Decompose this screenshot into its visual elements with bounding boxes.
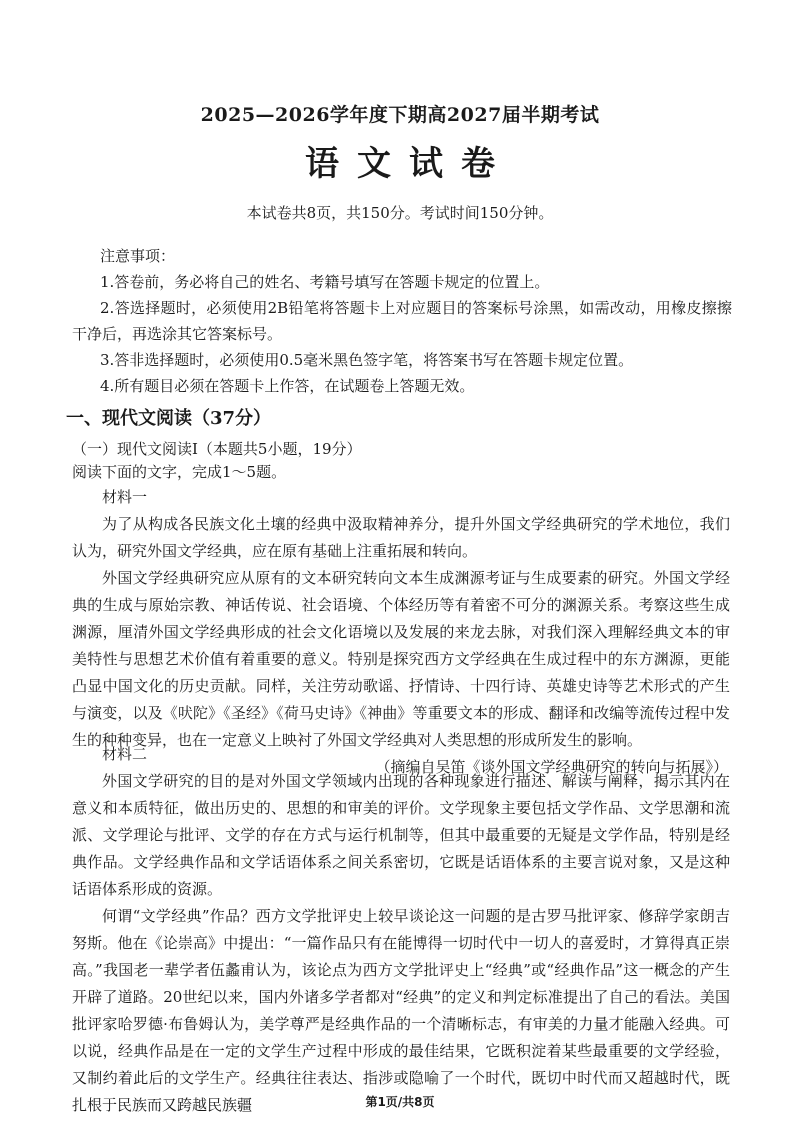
subject-title: 语文试卷 <box>305 144 513 184</box>
exam-info: 本试卷共8页，共150分。考试时间150分钟。 <box>246 204 554 222</box>
notice-item-2: 2.答选择题时，必须使用2B铅笔将答题卡上对应题目的答案标号涂黑，如需改动，用橡皮擦擦干净后，再选涂其它答案标号。 <box>72 299 732 343</box>
material-two-paragraph-1: 外国文学研究的目的是对外国文学领域内出现的各种现象进行描述、解读与阐释，揭示其内在意义和本质特征，做出历史的、思想的和审美的评价。文学现象主要包括文学作品、文学思潮和流派、文学理论与批评、文学的存在方式与运行机制等，但其中最重要的无疑是文学作品，特别是经典作品。文学经典作品和文学话语体系之间关系密切，它既是话语体系的主要言说对象，又是这种话语体系形成的资源。 <box>72 772 730 898</box>
material-one-paragraph-2: 外国文学经典研究应从原有的文本研究转向文本生成渊源考证与生成要素的研究。外国文学经典的生成与原始宗教、神话传说、社会语境、个体经历等有着密不可分的渊源关系。考察这些生成渊源，厘清外国文学经典形成的社会文化语境以及发展的来龙去脉，对我们深入理解经典文本的审美特性与思想艺术价值有着重要的意义。特别是探究西方文学经典在生成过程中的东方渊源，更能凸显中国文化的历史贡献。同样，关注劳动歌谣、抒情诗、十四行诗、英雄史诗等艺术形式的产生与演变，以及《吠陀》《圣经》《荷马史诗》《神曲》等重要文本的形成、翻译和改编等流传过程中发生的种种变异，也在一定意义上映衬了外国文学经典对人类思想的形成所发生的影响。 <box>72 569 730 749</box>
material-one-source: （摘编自吴笛《谈外国文学经典研究的转向与拓展》） <box>375 758 728 776</box>
material-two-paragraph-2: 何谓“文学经典”作品？西方文学批评史上较早谈论这一问题的是古罗马批评家、修辞学家朗吉努斯。他在《论崇高》中提出：“一篇作品只有在能博得一切时代中一切人的喜爱时，才算得真正崇高。”我国老一辈学者伍蠡甫认为，该论点为西方文学批评史上“经典”或“经典作品”这一概念的产生开辟了道路。20世纪以来，国内外诸多学者都对“经典”的定义和判定标准提出了自己的看法。美国批评家哈罗德·布鲁姆认为，美学尊严是经典作品的一个清晰标志，有审美的力量才能融入经典。可以说，经典作品是在一定的文学生产过程中形成的最佳结果，它既积淀着某些最重要的文学经验，又制约着此后的文学生产。经典往往表达、指涉或隐喻了一个时代，既切中时代而又超越时代，既扎根于民族而又跨越民族疆 <box>72 907 730 1114</box>
exam-title: 2025—2026学年度下期高2027届半期考试 <box>200 104 600 126</box>
notice-item-3: 3.答非选择题时，必须使用0.5毫米黑色签字笔，将答案书写在答题卡规定位置。 <box>100 351 634 369</box>
sub-heading: （一）现代文阅读Ⅰ（本题共5小题，19分） <box>72 440 362 458</box>
notice-heading: 注意事项： <box>100 247 176 265</box>
notice-item-4: 4.所有题目必须在答题卡上作答，在试题卷上答题无效。 <box>100 377 475 395</box>
material-one <box>72 484 730 781</box>
material-two-label: 材料二 <box>102 745 148 763</box>
section-heading: 一、现代文阅读（37分） <box>66 408 272 429</box>
notice-item-1: 1.答卷前，务必将自己的姓名、考籍号填写在答题卡规定的位置上。 <box>100 273 550 291</box>
material-two <box>72 741 730 1119</box>
page-number: 第1页/共8页 <box>365 1095 435 1109</box>
material-one-label: 材料一 <box>102 488 148 506</box>
reading-instruction: 阅读下面的文字，完成1～5题。 <box>72 463 287 481</box>
material-one-paragraph-1: 为了从构成各民族文化土壤的经典中汲取精神养分，提升外国文学经典研究的学术地位，我们认为，研究外国文学经典，应在原有基础上注重拓展和转向。 <box>72 515 730 560</box>
notice-block <box>72 243 732 399</box>
